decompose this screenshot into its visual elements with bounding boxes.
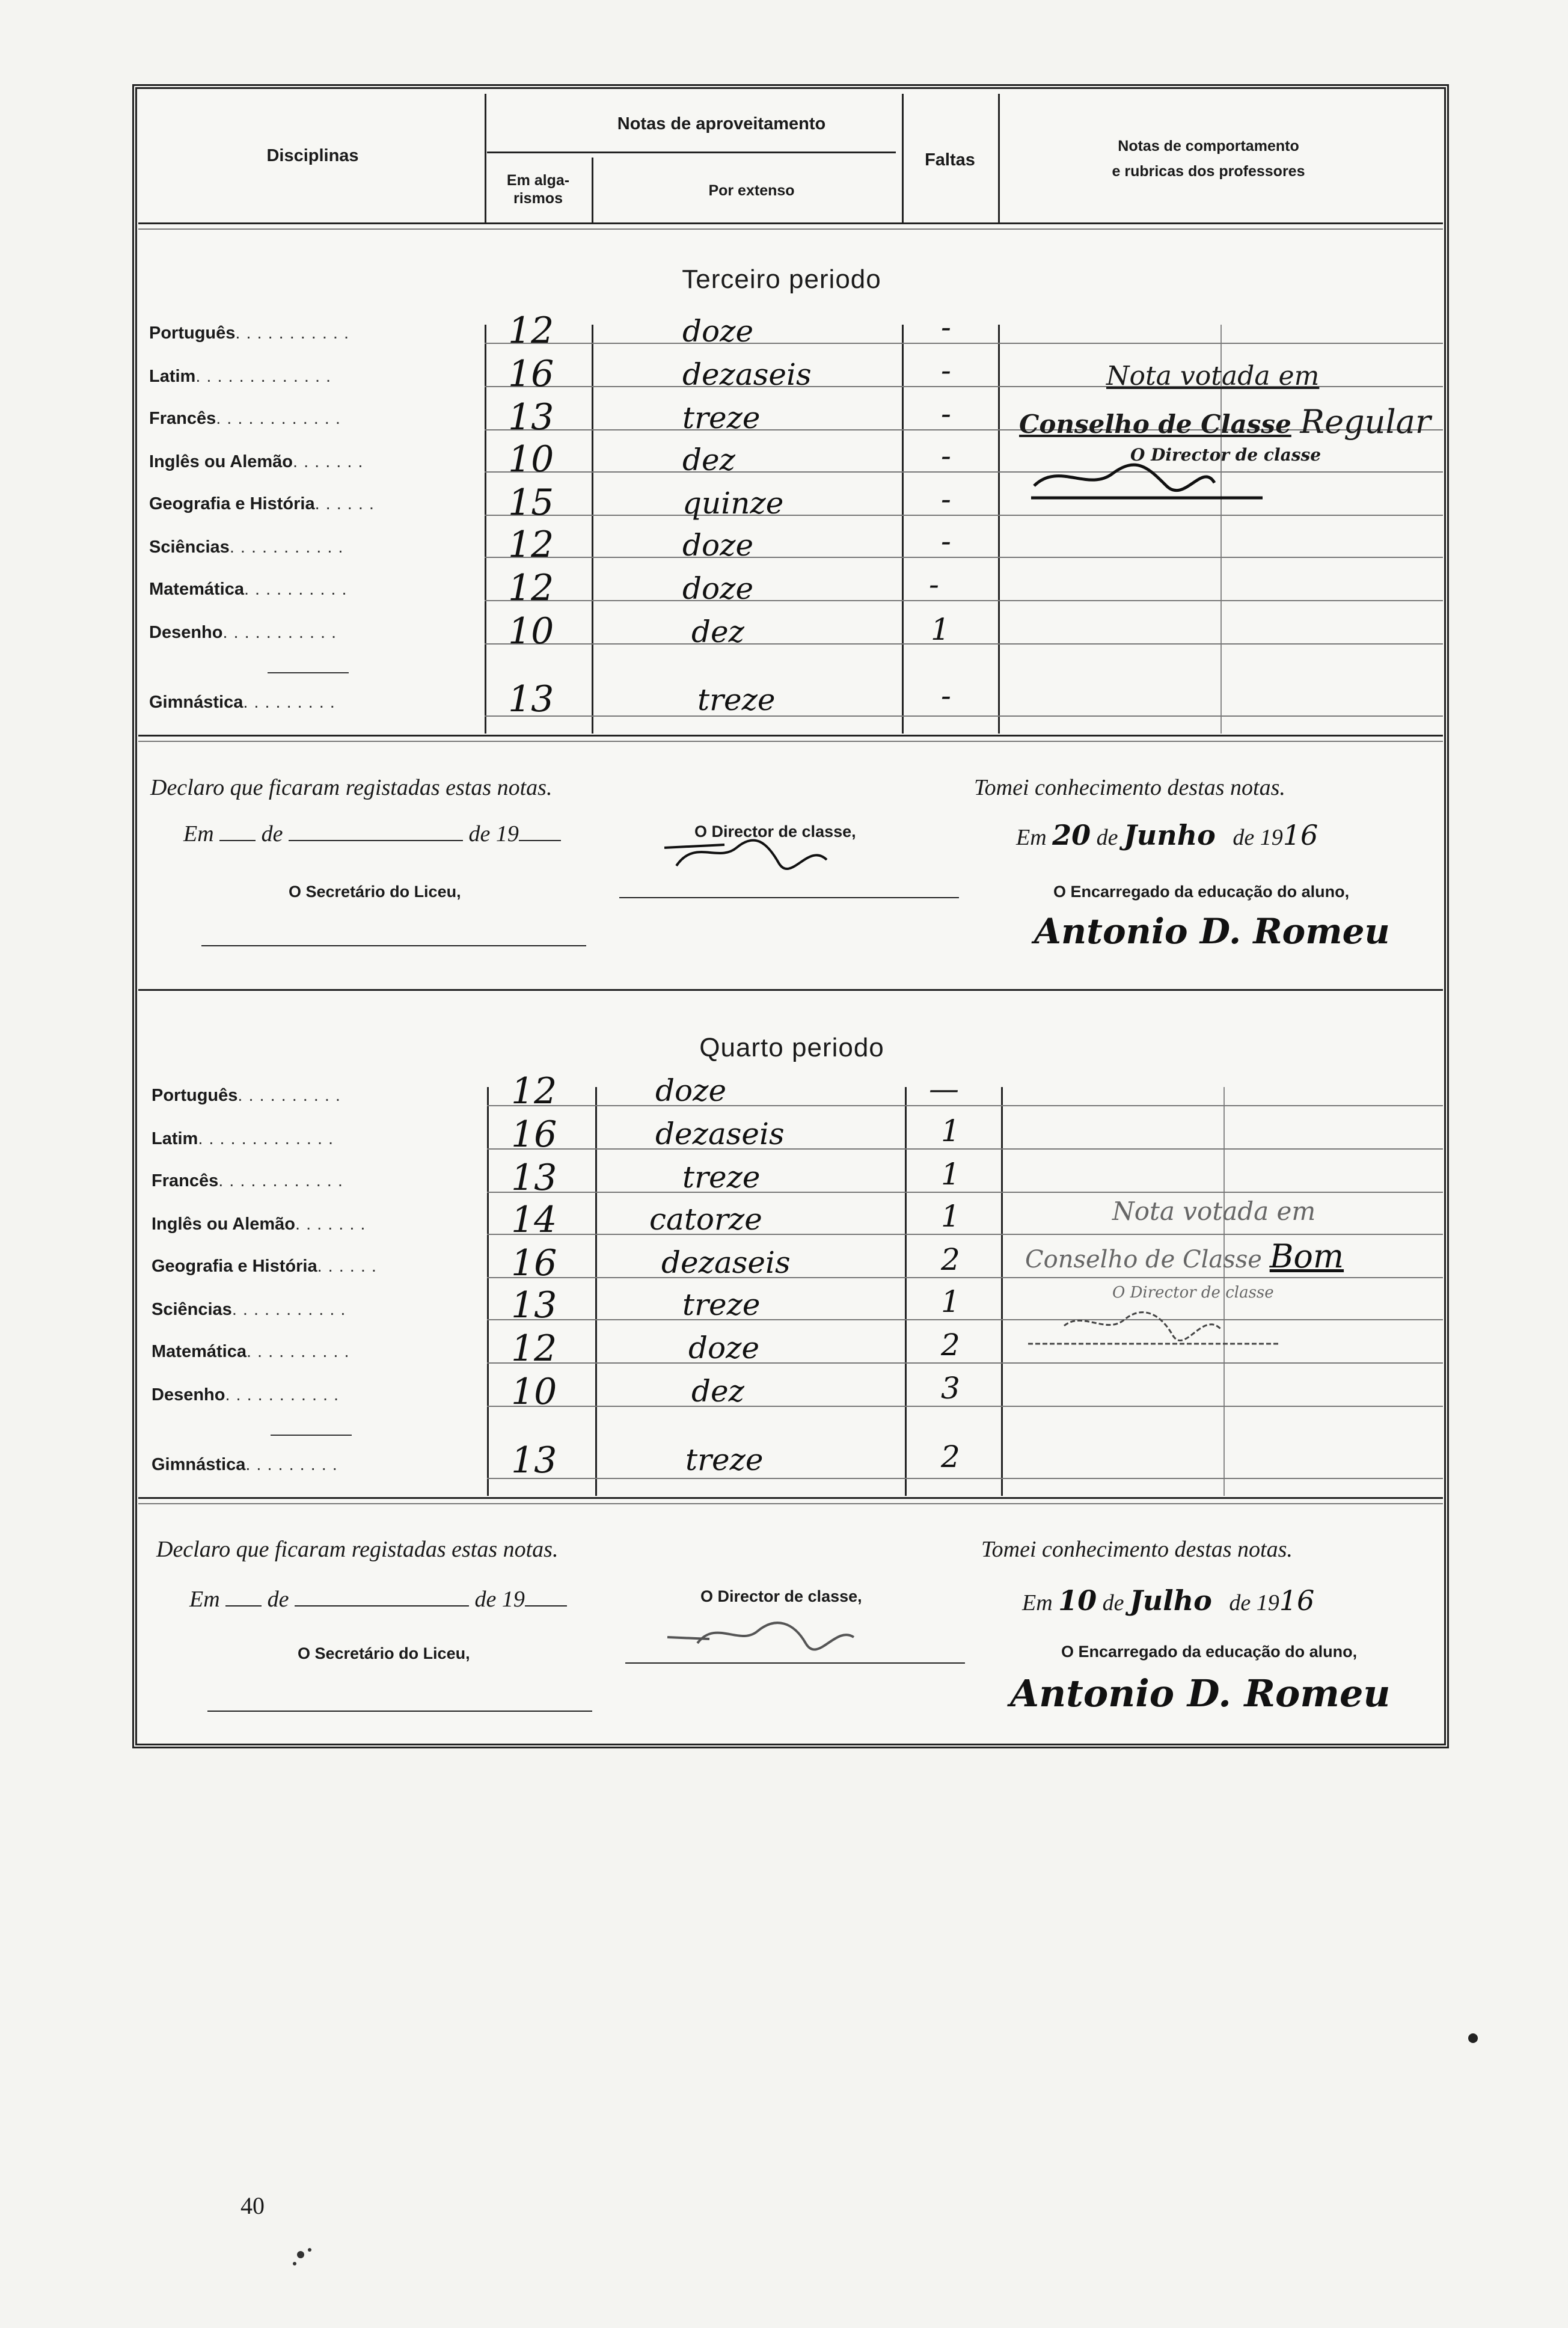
grade-in-words: treze (682, 1287, 761, 1322)
subject-label: Inglês ou Alemão....... (152, 1215, 372, 1234)
header-divider (592, 158, 593, 222)
absences-count: — (929, 1071, 959, 1106)
row-line (487, 1319, 1443, 1320)
row-line (487, 1234, 1443, 1235)
grade-in-words: catorze (649, 1202, 762, 1237)
absences-count: 3 (941, 1371, 960, 1406)
grade-numeral: 13 (508, 396, 554, 438)
subject-separator (271, 1435, 352, 1436)
secretary-label: O Secretário do Liceu, (289, 883, 461, 901)
row-line (485, 643, 1443, 645)
scan-speckle (283, 2237, 331, 2279)
director-signature-line (625, 1662, 965, 1664)
grade-numeral: 12 (508, 310, 554, 352)
behaviour-note-line3: O Director de classe (1112, 1284, 1274, 1302)
header-divider (998, 94, 1000, 222)
period-bottom-rule (138, 1503, 1443, 1504)
behaviour-note-line2: Conselho de Classe Regular (1019, 403, 1431, 441)
header-bottom-rule (138, 222, 1443, 224)
row-line (487, 1105, 1443, 1106)
grade-numeral: 12 (508, 524, 554, 566)
date-month: Junho (1124, 819, 1216, 851)
date-year: 16 (1282, 819, 1318, 851)
row-line (487, 1192, 1443, 1193)
director-label: O Director de classe, (700, 1587, 862, 1605)
grade-in-words: dez (691, 1374, 744, 1409)
subject-label: Desenho........... (149, 623, 343, 642)
grade-numeral: 16 (511, 1113, 557, 1156)
grade-in-words: dez (691, 614, 744, 649)
header-divider (485, 94, 486, 222)
grade-numeral: 10 (508, 438, 554, 480)
absences-count: 1 (941, 1113, 960, 1148)
behaviour-note-line1: Nota votada em (1112, 1196, 1316, 1226)
period-bottom-rule (138, 741, 1443, 742)
declaration-text: Tomei conhecimento destas notas. (974, 775, 1285, 800)
grade-in-words: dezaseis (682, 357, 812, 392)
grade-in-words: dez (682, 443, 735, 477)
declaration-text: Declaro que ficaram registadas estas notas. (150, 775, 553, 800)
absences-count: 2 (941, 1242, 960, 1277)
grade-numeral: 13 (511, 1157, 557, 1199)
grade-numeral: 10 (508, 610, 554, 652)
subject-label: Francês............ (149, 409, 346, 428)
behaviour-note-line3: O Director de classe (1130, 445, 1321, 465)
date-line: Em de de 19 (189, 1586, 567, 1613)
row-line (485, 343, 1443, 344)
subject-separator (268, 672, 349, 673)
subject-label: Matemática.......... (152, 1342, 355, 1361)
director-signature-line (619, 897, 959, 898)
subject-label: Matemática.......... (149, 580, 353, 599)
period-title-4: Quarto periodo (699, 1033, 884, 1062)
row-line (487, 1277, 1443, 1278)
grade-in-words: treze (685, 1442, 764, 1477)
grade-numeral: 12 (511, 1328, 557, 1370)
absences-count: 1 (931, 612, 950, 647)
behaviour-note-line2: Conselho de Classe Bom (1025, 1237, 1344, 1275)
director-label: O Director de classe, (694, 822, 856, 841)
grade-in-words: dezaseis (661, 1245, 791, 1280)
subject-label: Latim............. (149, 367, 337, 386)
subject-label: Sciências........... (152, 1300, 352, 1319)
header-comportamento: Notas de comportamento e rubricas dos professores (1112, 138, 1305, 180)
grade-in-words: doze (655, 1073, 727, 1108)
row-line (485, 471, 1443, 473)
date-line: Em de de 19 (183, 821, 561, 847)
grade-numeral: 14 (511, 1199, 557, 1241)
row-line (485, 515, 1443, 516)
header-divider (487, 152, 896, 153)
grade-numeral: 13 (511, 1439, 557, 1481)
guardian-label: O Encarregado da educação do aluno, (1061, 1643, 1358, 1661)
secretary-label: O Secretário do Liceu, (298, 1644, 470, 1662)
grade-in-words: doze (682, 528, 754, 563)
header-divider (902, 94, 904, 222)
grade-in-words: quinze (682, 486, 784, 521)
subject-label: Francês............ (152, 1171, 349, 1190)
declaration-text: Declaro que ficaram registadas estas notas. (156, 1537, 559, 1562)
grade-numeral: 10 (511, 1371, 557, 1413)
grade-numeral: 13 (511, 1284, 557, 1326)
row-line (487, 1406, 1443, 1407)
row-line (485, 600, 1443, 601)
subject-label: Sciências........... (149, 538, 349, 557)
row-line (487, 1148, 1443, 1150)
subject-label: Gimnástica......... (149, 693, 341, 712)
absences-count: 1 (941, 1157, 960, 1192)
row-line (485, 557, 1443, 558)
director-signature (658, 830, 887, 878)
grade-in-words: dezaseis (655, 1117, 785, 1151)
absences-count: - (929, 567, 939, 602)
absences-count: - (941, 353, 951, 388)
period-separator (138, 989, 1443, 991)
subject-label: Geografia e História...... (152, 1257, 382, 1276)
date-line: Em 20 de Junho de 1916 (1016, 819, 1318, 851)
date-day: 10 (1058, 1584, 1097, 1617)
date-line: Em 10 de Julho de 1916 (1022, 1584, 1315, 1617)
subject-label: Português.......... (152, 1086, 346, 1105)
absences-count: - (941, 438, 951, 473)
subject-label: Português........... (149, 323, 355, 343)
absences-count: - (941, 524, 951, 559)
grade-in-words: treze (682, 400, 761, 435)
header-bottom-rule (138, 228, 1443, 230)
date-day: 20 (1052, 819, 1091, 851)
period-bottom-rule (138, 1497, 1443, 1499)
row-line (487, 1362, 1443, 1364)
grade-in-words: treze (697, 682, 776, 717)
grade-in-words: doze (682, 314, 754, 349)
absences-count: - (941, 482, 951, 516)
secretary-signature-line (207, 1711, 592, 1712)
guardian-signature: Antonio D. Romeu (1010, 1671, 1391, 1715)
date-month: Julho (1130, 1584, 1212, 1617)
subject-label: Latim............. (152, 1129, 340, 1148)
row-line (487, 1478, 1443, 1479)
secretary-signature-line (201, 945, 586, 946)
absences-count: - (941, 310, 951, 345)
subject-label: Inglês ou Alemão....... (149, 452, 369, 471)
period-bottom-rule (138, 735, 1443, 737)
absences-count: 1 (941, 1284, 960, 1319)
behaviour-note-line1: Nota votada em (1106, 361, 1320, 391)
guardian-signature: Antonio D. Romeu (1034, 911, 1390, 952)
scan-speckle (1461, 2026, 1485, 2050)
grade-numeral: 13 (508, 678, 554, 720)
absences-count: 2 (941, 1439, 960, 1474)
absences-count: 1 (941, 1199, 960, 1234)
grade-numeral: 15 (508, 482, 554, 524)
guardian-label: O Encarregado da educação do aluno, (1053, 883, 1350, 901)
director-initials (1022, 1302, 1287, 1350)
grade-numeral: 12 (508, 567, 554, 609)
subject-label: Desenho........... (152, 1385, 345, 1404)
director-initials (1022, 450, 1275, 504)
row-line (485, 715, 1443, 717)
subject-label: Geografia e História...... (149, 494, 380, 513)
absences-count: 2 (941, 1328, 960, 1362)
period-title-3: Terceiro periodo (682, 265, 881, 294)
declaration-text: Tomei conhecimento destas notas. (981, 1537, 1293, 1562)
header-notas-aproveitamento: Notas de aproveitamento (617, 114, 826, 133)
grade-numeral: 16 (511, 1242, 557, 1284)
page-number: 40 (240, 2192, 265, 2219)
absences-count: - (941, 678, 951, 713)
grade-in-words: doze (682, 571, 754, 606)
grade-numeral: 12 (511, 1070, 557, 1112)
director-signature (661, 1610, 890, 1658)
header-disciplinas: Disciplinas (266, 146, 359, 165)
grade-in-words: doze (688, 1331, 760, 1365)
subject-label: Gimnástica......... (152, 1455, 343, 1474)
header-em-algarismos: Em alga- rismos (506, 172, 570, 207)
date-year: 16 (1279, 1584, 1315, 1617)
grade-numeral: 16 (508, 353, 554, 395)
header-faltas: Faltas (925, 150, 975, 170)
header-por-extenso: Por extenso (708, 182, 795, 199)
grade-in-words: treze (682, 1160, 761, 1195)
absences-count: - (941, 396, 951, 431)
